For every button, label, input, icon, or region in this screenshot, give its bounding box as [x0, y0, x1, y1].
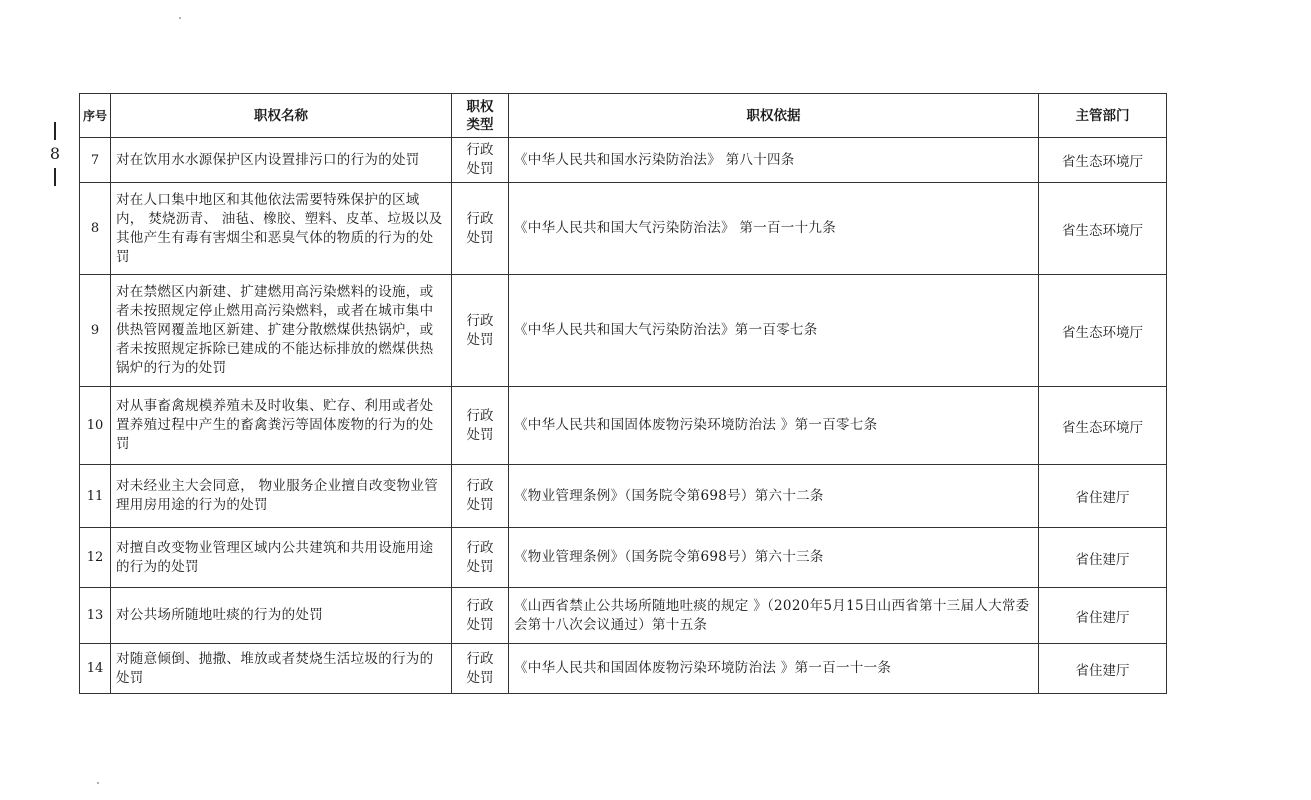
row-basis: 《中华人民共和国固体废物污染环境防治法 》第一百零七条 — [509, 387, 1039, 465]
row-type-line1: 行政 — [466, 478, 494, 494]
row-no: 11 — [80, 465, 111, 528]
row-type — [452, 387, 509, 465]
row-type-line2: 处罚 — [466, 229, 494, 246]
scan-speck — [97, 782, 99, 784]
row-no: 12 — [80, 528, 111, 588]
row-name: 对在禁燃区内新建、扩建燃用高污染燃料的设施，或者未按照规定停止燃用高污染燃料，或者在城市集中供热管网覆盖地区新建、扩建分散燃煤供热锅炉，或者未按照规定拆除已建成的不能达标排放的燃煤供热锅炉的行为的处罚 — [111, 275, 452, 387]
row-type-line1: 行政 — [466, 407, 494, 424]
table-row — [80, 465, 1167, 528]
table-row — [80, 138, 1167, 183]
row-dept: 省生态环境厅 — [1039, 183, 1167, 275]
row-type-line1: 行政 — [466, 312, 494, 329]
table-row — [80, 387, 1167, 465]
header-no: 序号 — [80, 94, 111, 138]
row-no: 7 — [80, 138, 111, 183]
row-type-line2: 处罚 — [466, 497, 494, 513]
row-dept: 省住建厅 — [1039, 644, 1167, 694]
row-type-line1: 行政 — [466, 142, 494, 158]
row-basis: 《物业管理条例》（国务院令第698号）第六十三条 — [509, 528, 1039, 588]
row-no: 8 — [80, 183, 111, 275]
row-basis: 《物业管理条例》（国务院令第698号）第六十二条 — [509, 465, 1039, 528]
row-basis: 《山西省禁止公共场所随地吐痰的规定 》（2020年5月15日山西省第十三届人大常委会第十八次会议通过）第十五条 — [509, 588, 1039, 644]
row-type-line1: 行政 — [466, 597, 494, 614]
row-type-line2: 处罚 — [466, 161, 494, 177]
row-basis: 《中华人民共和国水污染防治法》 第八十四条 — [509, 138, 1039, 183]
table-row — [80, 528, 1167, 588]
table-header-row — [80, 94, 1167, 138]
row-type-line1: 行政 — [466, 210, 494, 227]
row-type-line1: 行政 — [466, 650, 494, 667]
row-type-line2: 处罚 — [466, 669, 494, 686]
row-type-line2: 处罚 — [466, 426, 494, 443]
header-dept: 主管部门 — [1039, 94, 1167, 138]
row-name: 对未经业主大会同意， 物业服务企业擅自改变物业管理用房用途的行为的处罚 — [111, 465, 452, 528]
row-name: 对在人口集中地区和其他依法需要特殊保护的区域内， 焚烧沥青、 油毡、橡胶、塑料、皮革、垃圾以及其他产生有毒有害烟尘和恶臭气体的物质的行为的处罚 — [111, 183, 452, 275]
row-no: 9 — [80, 275, 111, 387]
row-name: 对从事畜禽规模养殖未及时收集、贮存、利用或者处置养殖过程中产生的畜禽粪污等固体废物的行为的处罚 — [111, 387, 452, 465]
table-row — [80, 183, 1167, 275]
table-row — [80, 644, 1167, 694]
row-basis: 《中华人民共和国固体废物污染环境防治法 》第一百一十一条 — [509, 644, 1039, 694]
row-type — [452, 138, 509, 183]
header-basis: 职权依据 — [509, 94, 1039, 138]
row-dept: 省生态环境厅 — [1039, 387, 1167, 465]
header-type — [452, 94, 509, 138]
row-name: 对在饮用水水源保护区内设置排污口的行为的处罚 — [111, 138, 452, 183]
row-type-line2: 处罚 — [466, 331, 494, 348]
power-list-table — [79, 93, 1167, 694]
row-type — [452, 528, 509, 588]
row-type — [452, 465, 509, 528]
row-type — [452, 644, 509, 694]
row-dept: 省生态环境厅 — [1039, 275, 1167, 387]
row-type — [452, 275, 509, 387]
row-dept: 省住建厅 — [1039, 465, 1167, 528]
page-number-dash-bottom — [54, 168, 56, 186]
row-type — [452, 183, 509, 275]
row-type-line2: 处罚 — [466, 616, 494, 633]
table-row — [80, 588, 1167, 644]
header-type-line1: 职权 — [466, 98, 494, 115]
row-type-line1: 行政 — [466, 539, 494, 556]
row-no: 14 — [80, 644, 111, 694]
row-dept: 省生态环境厅 — [1039, 138, 1167, 183]
page-number: 8 — [49, 144, 61, 163]
scan-speck — [179, 17, 181, 19]
header-type-line2: 类型 — [466, 116, 494, 133]
row-type — [452, 588, 509, 644]
row-dept: 省住建厅 — [1039, 528, 1167, 588]
page-number-marker — [44, 122, 66, 186]
row-name: 对随意倾倒、抛撒、堆放或者焚烧生活垃圾的行为的处罚 — [111, 644, 452, 694]
table-row — [80, 275, 1167, 387]
row-type-line2: 处罚 — [466, 558, 494, 575]
row-name: 对公共场所随地吐痰的行为的处罚 — [111, 588, 452, 644]
row-name: 对擅自改变物业管理区域内公共建筑和共用设施用途的行为的处罚 — [111, 528, 452, 588]
row-no: 10 — [80, 387, 111, 465]
row-dept: 省住建厅 — [1039, 588, 1167, 644]
header-name: 职权名称 — [111, 94, 452, 138]
row-basis: 《中华人民共和国大气污染防治法》 第一百一十九条 — [509, 183, 1039, 275]
row-basis: 《中华人民共和国大气污染防治法》第一百零七条 — [509, 275, 1039, 387]
row-no: 13 — [80, 588, 111, 644]
page-number-dash-top — [54, 122, 56, 140]
